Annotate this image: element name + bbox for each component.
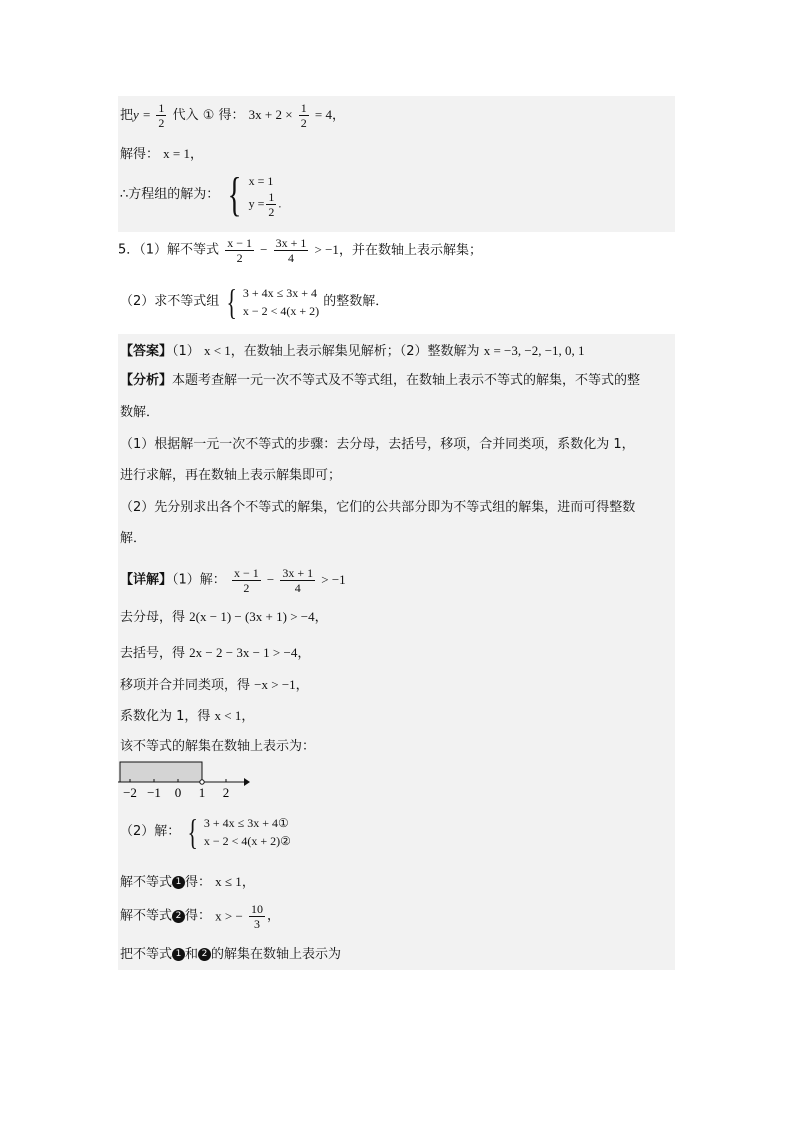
text: 系数化为 1，得 [120, 709, 211, 724]
fraction-half-2 [299, 101, 309, 130]
text: 得： [218, 108, 245, 123]
text: 解不等式 [120, 875, 173, 890]
text: 去括号，得 [120, 646, 186, 661]
circled-one: ① [277, 816, 289, 830]
frac-den: 4 [287, 251, 294, 265]
frac-num: x − 1 [227, 236, 252, 250]
answer-line [120, 343, 585, 360]
text: 把不等式 [120, 947, 173, 962]
fraction-half-3 [266, 190, 276, 219]
frac-den: 2 [243, 581, 250, 595]
fraction-3x-plus-1-b [280, 566, 315, 595]
axis-arrow [244, 778, 250, 786]
final-number-line-intro [120, 947, 341, 963]
text: 该不等式的解集在数轴上表示为： [120, 739, 316, 754]
analysis-line-5 [120, 500, 635, 516]
text: 移项并合并同类项，得 [120, 678, 251, 693]
answer-label: 【答案】 [120, 344, 173, 359]
part2-system [204, 814, 291, 850]
text: （1）解： [172, 572, 226, 588]
fraction-3x-plus-1 [274, 236, 309, 265]
text: ， [241, 875, 255, 890]
filled-circle-1: 1 [172, 948, 185, 961]
question-5-part1 [118, 236, 482, 265]
question-5-part2 [120, 284, 388, 320]
tick-label: −1 [147, 785, 161, 800]
frac-num: 1 [158, 101, 165, 115]
math-expr: x < 1 [214, 708, 242, 723]
text: （1） [172, 344, 200, 359]
text: （1）根据解一元一次不等式的步骤：去分母，去括号，移项，合并同类项，系数化为 1， [120, 437, 635, 452]
detail-label: 【详解】 [120, 572, 173, 588]
text: 解． [120, 531, 147, 546]
math-expr: y = [248, 195, 265, 210]
detail-line [120, 566, 346, 595]
frac-den: 3 [253, 917, 260, 931]
sys-row-x: x = 1 [248, 173, 274, 188]
sys-row-1 [204, 814, 291, 832]
analysis-line-3 [120, 437, 635, 453]
frac-den: 2 [300, 116, 307, 130]
text: 把 [120, 108, 134, 123]
math-expr: x − 2 < 4(x + 2) [203, 834, 281, 848]
solution-system [249, 172, 282, 219]
fraction-ten-thirds [249, 902, 265, 931]
fraction-x-minus-1 [225, 236, 254, 265]
frac-num: 10 [250, 902, 263, 916]
frac-num: 3x + 1 [275, 236, 307, 250]
circled-two: ② [280, 834, 291, 848]
text: ，并在数轴上表示解集； [338, 243, 482, 258]
text: 得： [185, 908, 212, 924]
text: 的整数解． [323, 294, 389, 309]
analysis-line-2 [120, 405, 159, 421]
sys-row-y [249, 190, 282, 219]
math-var: y [133, 107, 139, 122]
filled-circle-1: 1 [172, 876, 185, 889]
frac-den: 2 [158, 116, 165, 130]
text: 进行求解，再在数轴上表示解集即可； [120, 468, 342, 483]
math-op: − [260, 242, 268, 257]
circled-one: ① [202, 108, 215, 123]
substitution-line [120, 101, 345, 130]
tick-label: −2 [123, 785, 137, 800]
math-expr: x = −3, −2, −1, 0, 1 [483, 343, 585, 358]
math-op: − [266, 572, 275, 587]
text: 数解． [120, 405, 160, 420]
number-line [118, 760, 258, 800]
math-expr: x = 1， [163, 146, 203, 161]
math-expr: x < 1 [203, 343, 231, 358]
brace: { [187, 812, 199, 852]
solved-x-line [120, 146, 203, 163]
part2-system-line [120, 814, 291, 850]
math-expr: x ≤ 1 [215, 874, 242, 889]
math-expr: 2(x − 1) − (3x + 1) > −4 [189, 609, 315, 624]
text: （2）求不等式组 [120, 294, 220, 309]
analysis-line-4 [120, 468, 341, 484]
text: ， [241, 709, 255, 724]
inequality-system [243, 284, 319, 320]
text: ， [295, 678, 309, 693]
tick-label: 2 [222, 785, 230, 800]
open-point [200, 780, 204, 784]
step-number-line-intro [120, 739, 315, 755]
text: ， [297, 646, 311, 661]
sys-row-2: x − 2 < 4(x + 2) [242, 304, 320, 318]
math-expr: > −1 [314, 242, 339, 257]
step-clear-denominators [120, 609, 328, 626]
math-expr: = 4， [314, 107, 345, 122]
frac-num: 1 [300, 101, 307, 115]
math-expr: x > − [215, 908, 243, 924]
math-expr: > −1 [321, 572, 346, 587]
sys-row-2 [204, 832, 291, 850]
frac-num: 1 [268, 189, 275, 204]
filled-circle-2: 2 [172, 910, 185, 923]
math-expr: 3 + 4x ≤ 3x + 4 [203, 816, 278, 830]
frac-den: 4 [294, 581, 301, 595]
sys-row-1: 3 + 4x ≤ 3x + 4 [242, 286, 317, 300]
text: ，在数轴上表示解集见解析；（2）整数解为 [230, 344, 480, 359]
fraction-x-minus-1-b [232, 566, 261, 595]
analysis-line-6 [120, 531, 146, 547]
math-expr: −x > −1 [254, 677, 296, 692]
tick-label: 1 [198, 785, 206, 800]
math-expr: 2x − 2 − 3x − 1 > −4 [189, 645, 298, 660]
text: ， [266, 908, 280, 924]
step-remove-brackets [120, 645, 310, 662]
brace: { [226, 282, 238, 322]
text: （2）解： [120, 824, 181, 839]
math-eq: = [142, 107, 151, 122]
filled-circle-2: 2 [198, 948, 211, 961]
text: 解得： [120, 147, 160, 162]
analysis-line-1 [120, 373, 640, 389]
math-expr: 3x + 2 × [248, 107, 293, 122]
text: （2）先分别求出各个不等式的解集，它们的公共部分即为不等式组的解集，进而可得整数 [120, 500, 636, 515]
fraction-half [156, 101, 166, 130]
brace: { [228, 168, 242, 221]
frac-num: 3x + 1 [282, 566, 314, 580]
text: 和 [185, 947, 199, 962]
text: 解不等式 [120, 908, 173, 924]
text: 去分母，得 [120, 610, 186, 625]
text: 代入 [172, 108, 199, 123]
text: 本题考查解一元一次不等式及不等式组，在数轴上表示不等式的解集，不等式的整 [172, 373, 641, 388]
text: ， [314, 610, 328, 625]
step-combine-terms [120, 677, 309, 694]
solve-inequality-1 [120, 874, 255, 891]
text: 的解集在数轴上表示为 [211, 947, 342, 962]
solution-region [120, 762, 202, 782]
analysis-label: 【分析】 [120, 373, 173, 388]
tick-label: 0 [174, 785, 182, 800]
frac-num: x − 1 [233, 566, 259, 580]
frac-den: 2 [236, 251, 243, 265]
system-solution-line [120, 168, 282, 221]
solve-inequality-2 [120, 902, 280, 931]
text: 5．（1）解不等式 [118, 242, 220, 258]
frac-den: 2 [268, 204, 275, 219]
math-expr: . [278, 195, 282, 210]
text: ∴方程组的解为： [120, 187, 220, 202]
text: 得： [185, 875, 212, 890]
step-coefficient [120, 708, 254, 725]
